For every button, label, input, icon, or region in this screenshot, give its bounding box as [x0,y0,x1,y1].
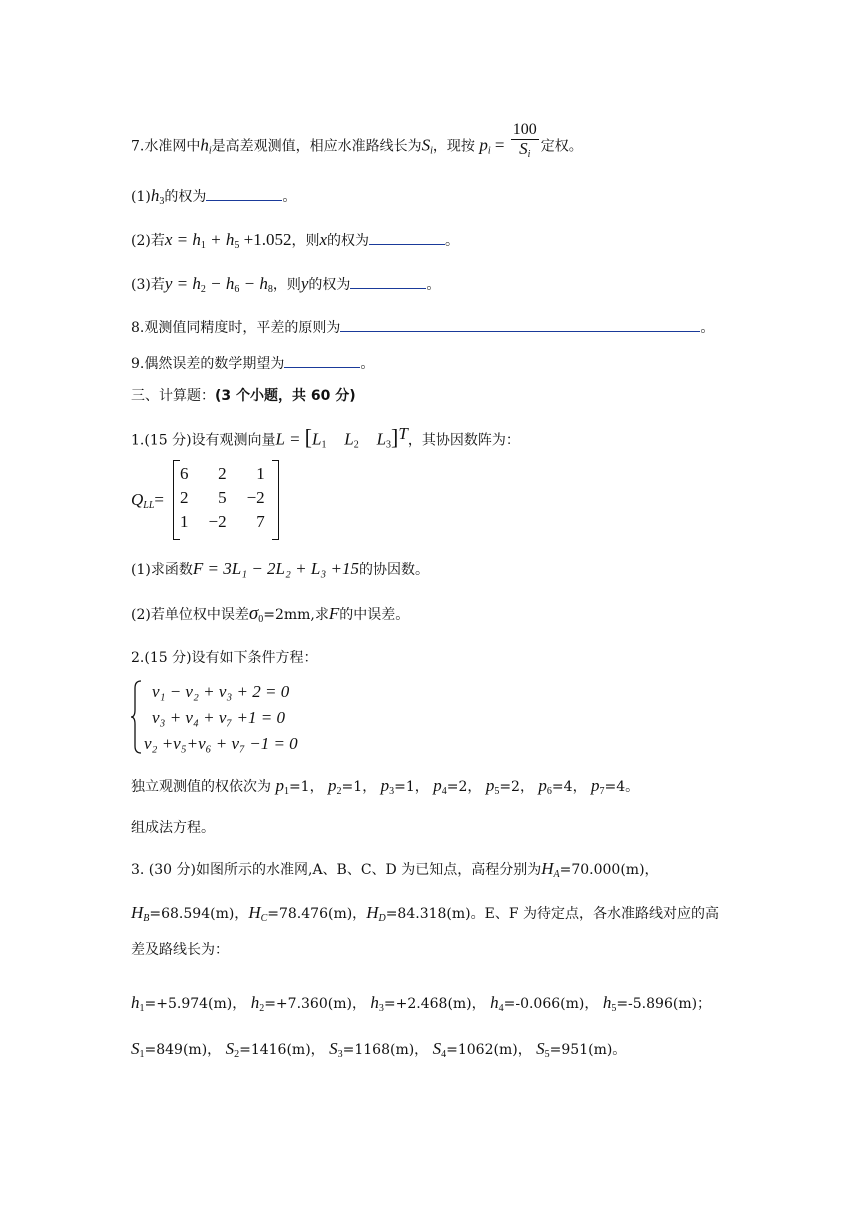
q7-p-sub: i [487,145,491,157]
section3-note: (3 个小题，共 60 分) [215,388,356,404]
c3-HB-val: =68.594(m)， [149,906,249,922]
c1-vec-sub-1: 1 [321,439,327,451]
q7-p2-f5: 5 [234,240,240,251]
c2-intro [131,648,318,668]
q7-eq: = [490,135,509,155]
c1-matrix-row [170,510,275,534]
q7-p2-plus: + h [205,230,235,249]
c2-eq-2-text: v₃ + v₄ + v₇ +1 = 0 [152,708,286,727]
q7-mid2: ，现按 [432,138,475,155]
c1-matrix-cell: 5 [218,488,227,507]
c1-vec-sub-3: 3 [386,439,392,451]
c3-h-item: $h_4=-0.066(m)$， [490,993,599,1014]
q7-p3-text: ，则 [272,277,301,293]
c3-s-item: $S_1=849(m)$， [131,1039,222,1060]
c3-h-item: $h_5=-5.896(m)$； [602,993,712,1014]
q7-h-sub: i [208,145,212,157]
c3-HC-val: =78.476(m)， [267,906,367,922]
q7-p2-f1: 1 [200,240,206,251]
c3-HC: H [248,903,261,922]
c3-line2 [131,903,719,929]
c2-text: 2.(15 分)设有如下条件方程： [131,650,318,666]
q7-p1-period: 。 [282,189,297,205]
q7-p-var: p [479,135,488,155]
q7-p1-sub: 3 [159,196,165,207]
c1-matrix-cell: 6 [180,464,189,483]
c1-text2: ，其协因数阵为： [407,432,520,449]
q7-p1-label: (1) [131,189,151,205]
c1-vec-3: L [376,429,387,449]
q7-part1 [131,186,296,212]
c2-weight: $p_6=4$， [538,776,587,797]
c2-weights-pre: 独立观测值的权依次为 [131,779,271,795]
c3-HD-sub: D [378,913,386,924]
q7-p2-text2: 的权为 [327,233,369,249]
c3-line3-text: 差及路线长为： [131,942,229,958]
q8-line [131,317,714,338]
c1-part1-formula: F = 3L₁ − 2L₂ + L₃ +15 [192,559,359,578]
c1-intro [131,424,520,456]
c3-HC-sub: C [260,913,268,924]
c2-eq-1-text: v₁ − v₂ + v₃ + 2 = 0 [152,682,290,701]
c3-line1-text: 3. (30 分)如图所示的水准网,A、B、C、D 为已知点，高程分别为 [131,862,542,878]
q7-p3-formula: y = h [164,274,201,293]
c2-eq-2 [152,708,285,729]
q7-p3-f8: 8 [267,284,273,295]
c1-sigma-sub: 0 [258,614,264,625]
q7-p2-formula: x = h [164,230,201,249]
c3-line1 [131,859,659,885]
q7-frac-den-var: S [519,139,528,158]
c3-HD: H [366,903,379,922]
q7-p3-minus2: − h [239,274,268,293]
q7-s-var: S [421,135,431,155]
c1-Q-eq: = [154,490,164,509]
c1-F: F [328,604,340,623]
q7-s-sub: i [430,145,433,157]
c2-weights [131,776,639,802]
c2-weight: $p_3=1$， [380,776,429,797]
q7-p3-y: y [300,274,309,293]
q7-p1-var: h [150,186,160,205]
c1-matrix-cell: 2 [218,464,227,483]
c1-part1 [131,559,429,580]
c1-matrix-cell: 1 [180,512,189,531]
q7-frac-den-sub: i [527,149,531,160]
section3-heading [131,386,356,406]
q7-p2-period: 。 [445,233,459,249]
q7-p2-rest: +1.052 [239,230,292,249]
q7-prefix: 7.水准网中 [131,138,201,155]
c3-s-item: $S_4=1062(m)$， [432,1039,532,1060]
c1-vec-2: L [344,429,354,449]
c1-transpose: T [398,424,408,443]
c2-brace [131,680,143,754]
q7-fraction [511,121,539,164]
q9-period: 。 [360,356,375,372]
c3-HA-val: =70.000(m)， [559,862,659,878]
q7-p2-blank[interactable] [369,230,445,245]
c2-weight: $p_4=2$， [433,776,482,797]
c3-h-values [131,993,711,1019]
q7-h-var: h [200,135,209,155]
c2-weight: $p_5=2$， [485,776,534,797]
c3-s-item: $S_5=951(m)$。 [536,1039,627,1060]
c3-HA-sub: A [553,869,560,880]
c1-Q-sub: LL [143,500,155,511]
c3-HB-sub: B [143,913,150,924]
q8-period: 。 [700,320,715,336]
q7-p3-f2: 2 [200,284,206,295]
q7-p1-text: 的权为 [164,189,207,205]
q7-p3-text2: 的权为 [308,277,351,293]
c1-L: L = [275,429,305,449]
q7-p3-f6: 6 [234,284,240,295]
c1-matrix-cell: −2 [208,512,227,531]
c3-s-item: $S_2=1416(m)$， [225,1039,325,1060]
q7-p1-blank[interactable] [206,186,282,201]
q7-part2 [131,230,459,256]
c3-h-item: $h_2=+7.360(m)$， [250,993,366,1014]
q7-p2-text: ，则 [291,233,320,249]
q7-frac-num: 100 [512,121,537,138]
c1-matrix-cell: −2 [246,488,265,507]
q7-p3-minus1: − h [205,274,235,293]
q7-p3-blank[interactable] [350,274,426,289]
q7-p3-period: 。 [426,277,441,293]
c1-part1-post: 的协因数。 [358,562,429,578]
q9-blank[interactable] [284,353,360,368]
c3-line3 [131,940,229,960]
c1-Q-label [131,490,164,516]
c3-HA: H [541,859,554,878]
c1-sigma: σ [248,603,259,624]
c2-compose [131,818,215,838]
q9-text: 9.偶然误差的数学期望为 [131,356,285,372]
q9-line [131,353,374,374]
c3-s-values [131,1039,626,1065]
c2-weight: $p_2=1$， [328,776,377,797]
c1-matrix-row [170,486,275,510]
c1-Q: Q [131,490,144,509]
q7-part3 [131,274,440,300]
c2-compose-text: 组成法方程。 [131,820,215,836]
c2-eq-3-text: v₂ +v₅+v₆ + v₇ −1 = 0 [144,734,298,753]
c1-part2-mid: =2mm,求 [263,607,329,623]
q7-line [131,121,583,168]
c1-part1-pre: (1)求函数 [131,562,193,578]
c1-text1: 1.(15 分)设有观测向量 [131,432,276,449]
c1-part2-pre: (2)若单位权中误差 [131,607,249,623]
c2-weight: $p_1=1$， [275,776,324,797]
q8-blank[interactable] [340,317,700,332]
c1-matrix [173,460,279,540]
c3-h-item: $h_3=+2.468(m)$， [370,993,486,1014]
c1-bracket-open: [ [304,424,312,450]
q7-mid1: 是高差观测值，相应水准路线长为 [211,138,422,155]
c1-matrix-cell: 1 [256,464,265,483]
q7-suffix: 定权。 [540,138,583,155]
c1-part2-post: 的中误差。 [339,607,410,623]
c1-bracket-close: ] [391,424,399,450]
c1-vec-1: L [312,429,322,449]
c1-matrix-row [170,462,275,486]
q7-p2-label: (2)若 [131,233,165,249]
q7-p3-label: (3)若 [131,277,165,293]
section3-title: 三、计算题： [131,388,215,404]
c2-weight: $p_7=4$。 [591,776,640,797]
c2-eq-1 [152,682,289,703]
c2-eq-3 [144,734,298,755]
c3-s-item: $S_3=1168(m)$， [329,1039,429,1060]
q7-p2-x: x [319,230,327,249]
c3-HB: H [131,903,144,922]
c1-matrix-cell: 2 [180,488,189,507]
q8-text: 8.观测值同精度时，平差的原则为 [131,320,341,336]
c3-HD-val: =84.318(m)。E、F 为待定点，各水准路线对应的高 [385,906,720,922]
c3-h-item: $h_1=+5.974(m)$， [131,993,247,1014]
c1-matrix-cell: 7 [256,512,265,531]
c1-vec-sub-2: 2 [353,439,359,451]
c1-part2 [131,604,409,630]
